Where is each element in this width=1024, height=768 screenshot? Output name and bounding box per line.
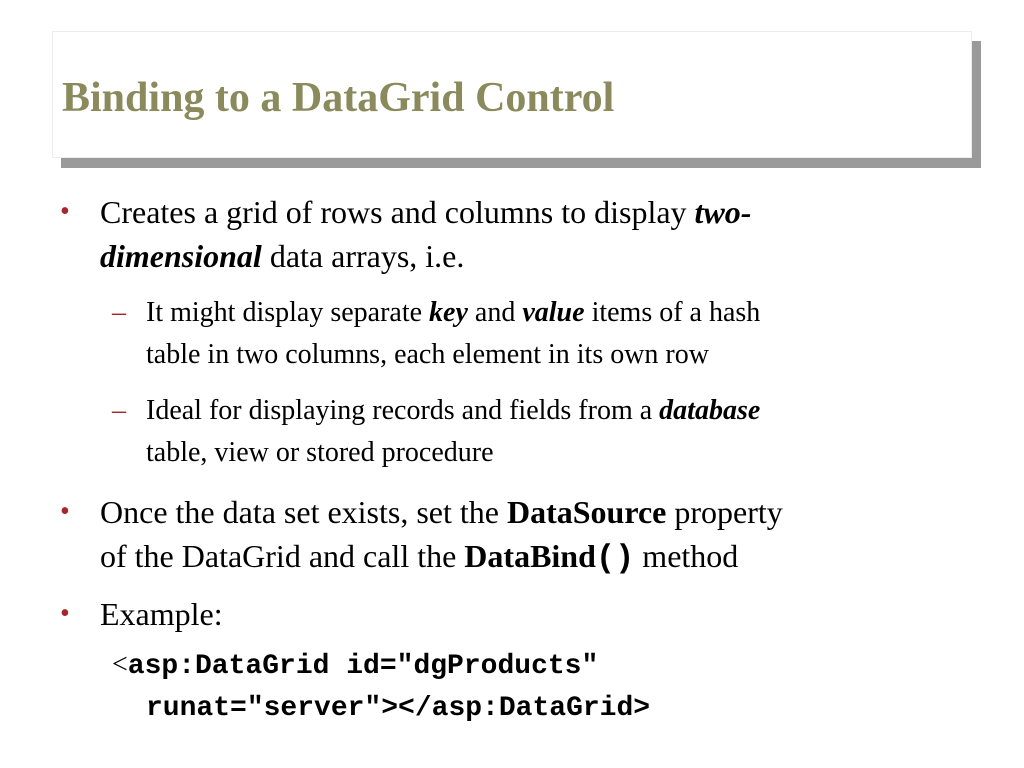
bullet-2-databind: DataBind — [464, 538, 596, 574]
code-example-text-1: asp:DataGrid id="dgProducts" — [127, 651, 599, 682]
sub-item-1-line-1 — [146, 292, 986, 334]
sub-item-1-text-c: items of a hash — [584, 297, 761, 328]
bullet-3-text: Example: — [100, 596, 223, 632]
sub-item-marker: – — [112, 395, 126, 426]
sub-item-2 — [0, 390, 1024, 474]
sub-item-2-database: database — [659, 395, 761, 426]
sub-item-1-line-2: table in two columns, each element in its own row — [146, 339, 709, 370]
sub-item-marker: – — [112, 297, 126, 328]
bullet-1-emphasis-b: dimensional — [100, 238, 262, 274]
code-example-line-1 — [112, 644, 598, 688]
sub-item-2-text-a: Ideal for displaying records and fields from a — [146, 395, 660, 426]
bullet-2-parens: () — [595, 540, 635, 577]
slide-title: Binding to a DataGrid Control — [62, 75, 615, 121]
sub-item-1-text-a: It might display separate — [146, 297, 430, 328]
sub-item-2-line-1 — [146, 390, 986, 432]
sub-item-2-line-2: table, view or stored procedure — [146, 437, 494, 468]
bullet-2-text-d: method — [634, 538, 739, 574]
bullet-1 — [0, 190, 1024, 280]
bullet-2-text-c: of the DataGrid and call the — [100, 538, 465, 574]
bullet-2-text-b: property — [666, 494, 783, 530]
bullet-marker: • — [60, 496, 70, 527]
bullet-1-line-1 — [100, 190, 980, 234]
bullet-2-text-a: Once the data set exists, set the — [100, 494, 507, 530]
sub-item-1 — [0, 292, 1024, 376]
sub-item-1-key: key — [429, 297, 468, 328]
bullet-1-emphasis-a: two- — [694, 194, 752, 230]
bullet-1-text-a: Creates a grid of rows and columns to display — [100, 194, 695, 230]
sub-item-1-value: value — [522, 297, 585, 328]
bullet-2-line-1 — [100, 490, 980, 534]
bullet-1-line-2 — [100, 234, 980, 278]
bullet-marker: • — [60, 196, 70, 227]
bullet-2-line-2 — [100, 534, 980, 581]
bullet-marker: • — [60, 598, 70, 629]
sub-item-1-text-b: and — [467, 297, 523, 328]
code-example-lt: < — [112, 649, 128, 680]
bullet-1-text-b: data arrays, i.e. — [261, 238, 465, 274]
bullet-3 — [0, 592, 1024, 636]
bullet-2-datasource: DataSource — [506, 494, 667, 530]
code-example-line-2 — [146, 686, 650, 730]
bullet-2 — [0, 490, 1024, 580]
code-example-text-2: runat="server"></asp:DataGrid> — [146, 693, 651, 724]
